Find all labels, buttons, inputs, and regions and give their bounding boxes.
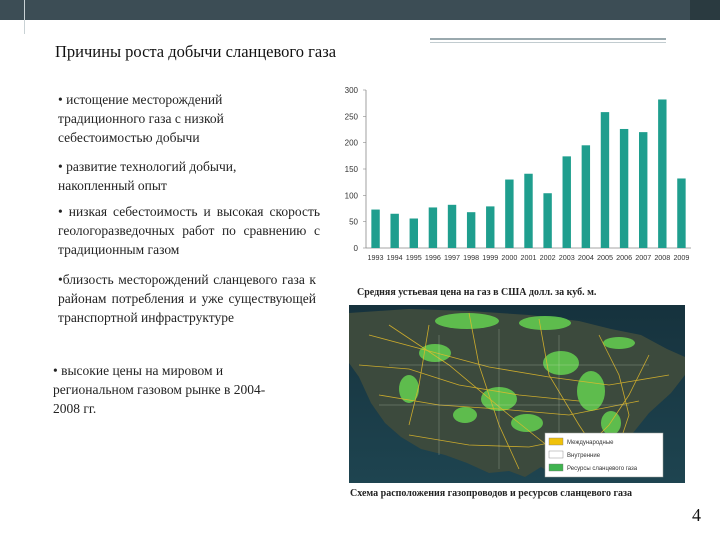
slide-title: Причины роста добычи сланцевого газа [55,42,337,61]
legend-label-shale: Ресурсы сланцевого газа [567,466,638,472]
y-tick-label: 300 [344,86,358,95]
bar-1994 [390,214,398,248]
x-tick-label: 2008 [654,253,671,262]
pipeline-map [349,305,685,483]
bullet-item-4 [58,270,316,327]
bar-1997 [448,205,456,248]
bullet-text: низкая себестоимость и высокая скорость геологоразведочных работ по сравнению с традиционным газом [58,204,320,257]
y-tick-label: 100 [344,191,358,201]
bar-2003 [563,156,571,248]
bullet-item-2 [58,157,328,195]
x-tick-label: 2007 [635,253,652,262]
top-bar-accent [690,0,720,20]
bar-1996 [429,207,437,248]
price-bar-chart [336,84,696,274]
bar-2002 [543,193,551,248]
bar-1998 [467,212,475,248]
legend-swatch-shale [549,464,563,471]
map-caption: Схема расположения газопроводов и ресурсов сланцевого газа [350,488,633,499]
legend-swatch-international [549,438,563,445]
x-tick-label: 2001 [520,253,537,262]
map-legend [545,433,663,477]
bullet-text: высокие цены на мировом и региональном газовом рынке в 2004- 2008 гг. [53,363,266,416]
title-rule-thin [430,42,666,43]
bar-2000 [505,180,513,248]
legend-label-international: Международные [567,440,614,446]
x-tick-label: 1998 [463,253,480,262]
x-tick-label: 1995 [405,253,422,262]
bar-2007 [639,132,647,248]
bullet-text: истощение месторождений традиционного газа с низкой себестоимостью добычи [58,92,224,145]
page-number: 4 [692,505,701,525]
y-tick-label: 200 [344,138,358,148]
bullet-item-5 [53,361,325,418]
x-tick-label: 2004 [577,253,594,262]
y-tick-label: 250 [344,112,358,122]
bar-1993 [371,210,379,248]
x-tick-label: 2006 [616,253,633,262]
x-tick-label: 2005 [596,253,613,262]
bullet-marker: • [58,204,63,219]
chart-caption: Средняя устьевая цена на газ в США долл. за куб. м. [357,287,597,298]
bar-2005 [601,112,609,248]
decor-line [24,0,25,34]
bullet-text: близость месторождений сланцевого газа к районам потребления и уже существующей транспортной инфраструктуре [58,272,316,325]
bar-2006 [620,129,628,248]
top-bar [0,0,720,20]
x-tick-label: 1999 [482,253,499,262]
bullet-text: развитие технологий добычи, накопленный опыт [58,159,237,193]
bullet-item-3 [58,202,320,259]
x-tick-label: 2003 [558,253,575,262]
y-tick-label: 0 [353,244,358,253]
bullet-marker: • [58,272,63,287]
x-tick-label: 2009 [673,253,690,262]
title-rule [430,38,666,40]
bullet-marker: • [53,363,58,378]
bar-1995 [410,219,418,248]
bar-2004 [582,145,590,248]
x-tick-label: 1997 [444,253,461,262]
x-tick-label: 1993 [367,253,384,262]
bar-2009 [677,178,685,248]
bar-2001 [524,174,532,248]
x-tick-label: 2000 [501,253,518,262]
bullet-marker: • [58,92,63,107]
legend-swatch-domestic [549,451,563,458]
y-tick-label: 50 [349,217,358,227]
bar-2008 [658,99,666,248]
bullet-item-1 [58,90,328,147]
map-image [349,305,685,483]
y-tick-label: 150 [344,165,358,174]
bar-1999 [486,206,494,248]
legend-label-domestic: Внутренние [567,453,601,459]
x-tick-label: 1994 [386,253,403,262]
bar-chart-svg [336,84,696,274]
bullet-marker: • [58,159,63,174]
x-tick-label: 1996 [424,253,441,262]
x-tick-label: 2002 [539,253,556,262]
